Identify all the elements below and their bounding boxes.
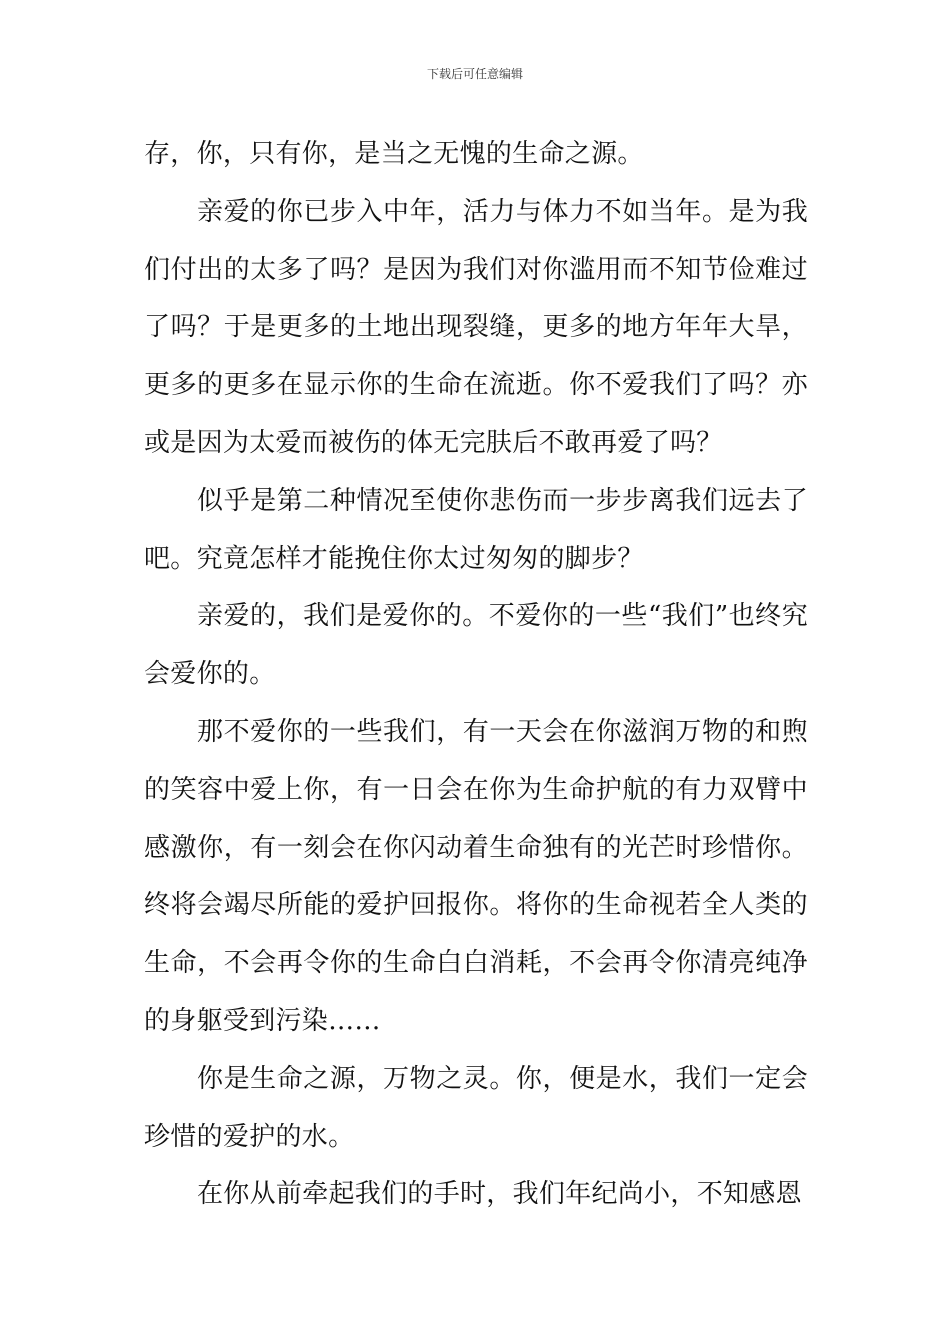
paragraph-3: 似乎是第二种情况至使你悲伤而一步步离我们远去了吧。究竟怎样才能挽住你太过匆匆的脚步？ <box>144 485 808 574</box>
paragraph-6: 你是生命之源，万物之灵。你，便是水，我们一定会珍惜的爱护的水。 <box>144 1063 808 1152</box>
body-text <box>144 126 808 1224</box>
page-header: 下载后可任意编辑 <box>426 67 523 81</box>
paragraph-1: 存，你，只有你，是当之无愧的生命之源。 <box>144 139 644 169</box>
paragraph-5: 那不爱你的一些我们，有一天会在你滋润万物的和煦的笑容中爱上你，有一日会在你为生命护航的有力双臂中感激你，有一刻会在你闪动着生命独有的光芒时珍惜你。终将会竭尽所能的爱护回报你。将你的生命视若全人类的生命，不会再令你的生命白白消耗，不会再令你清亮纯净的身躯受到污染…… <box>144 716 808 1036</box>
paragraph-2: 亲爱的你已步入中年，活力与体力不如当年。是为我们付出的太多了吗？是因为我们对你滥用而不知节俭难过了吗？于是更多的土地出现裂缝，更多的地方年年大旱，更多的更多在显示你的生命在流逝。你不爱我们了吗？亦或是因为太爱而被伤的体无完肤后不敢再爱了吗？ <box>144 196 808 458</box>
paragraph-7: 在你从前牵起我们的手时，我们年纪尚小，不知感恩 <box>197 1179 802 1210</box>
paragraph-4: 亲爱的，我们是爱你的。不爱你的一些“我们”也终究会爱你的。 <box>144 601 808 690</box>
